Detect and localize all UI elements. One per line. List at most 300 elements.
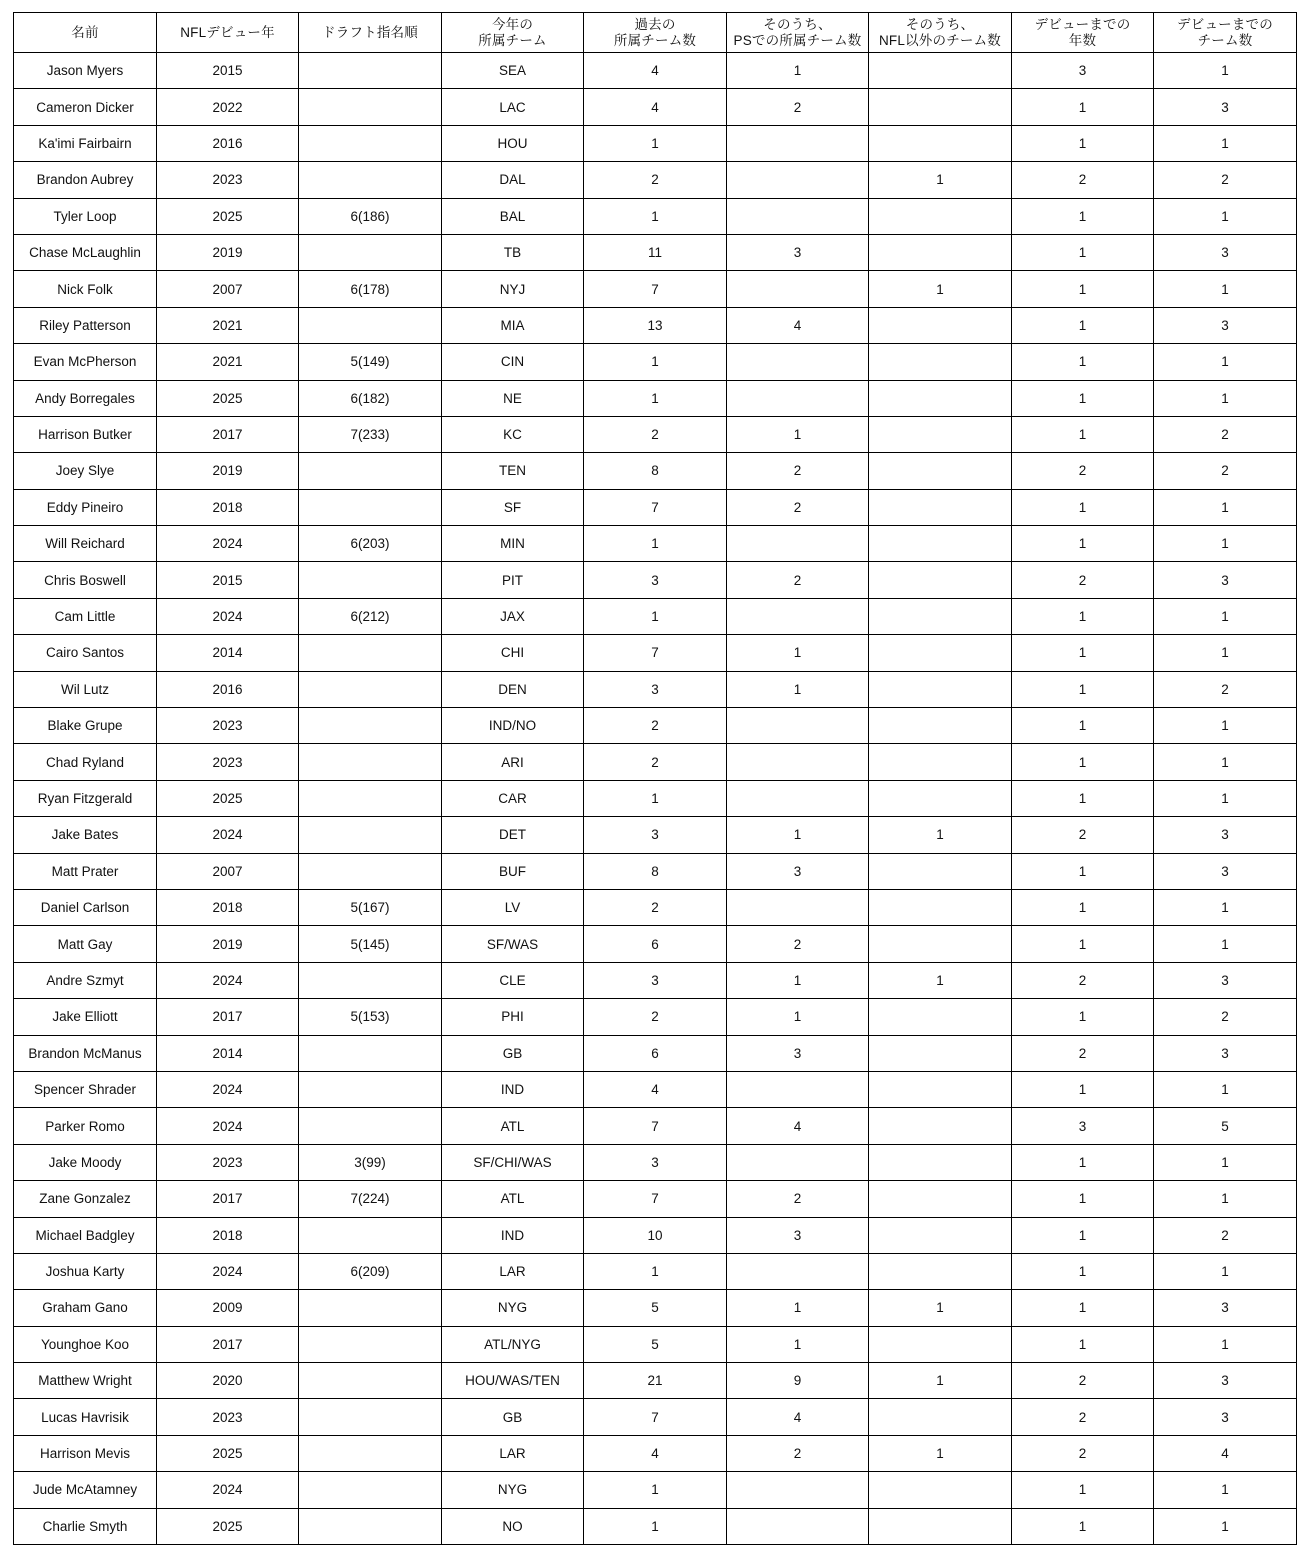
current-team-cell: PIT	[442, 562, 584, 598]
table-body	[14, 53, 1297, 1545]
header-non-nfl-team-count	[869, 13, 1012, 53]
years-to-debut-cell: 1	[1012, 344, 1154, 380]
column-header-line: NFLデビュー年	[180, 24, 275, 40]
years-to-debut-cell: 1	[1012, 999, 1154, 1035]
table-row	[14, 453, 1297, 489]
non-nfl-team-count-cell	[869, 598, 1012, 634]
non-nfl-team-count-cell	[869, 999, 1012, 1035]
draft-pick-cell	[299, 1290, 442, 1326]
current-team-cell: NYJ	[442, 271, 584, 307]
table-row	[14, 1435, 1297, 1471]
non-nfl-team-count-cell	[869, 1399, 1012, 1435]
non-nfl-team-count-cell	[869, 744, 1012, 780]
years-to-debut-cell: 1	[1012, 744, 1154, 780]
past-team-count-cell: 2	[584, 708, 727, 744]
past-team-count-cell: 11	[584, 234, 727, 270]
past-team-count-cell: 10	[584, 1217, 727, 1253]
debut-year-cell: 2015	[157, 562, 299, 598]
past-team-count-cell: 2	[584, 889, 727, 925]
past-team-count-cell: 5	[584, 1290, 727, 1326]
player-name-cell: Joshua Karty	[14, 1253, 157, 1289]
draft-pick-cell	[299, 1435, 442, 1471]
ps-team-count-cell: 3	[727, 1217, 869, 1253]
non-nfl-team-count-cell	[869, 889, 1012, 925]
debut-year-cell: 2025	[157, 1435, 299, 1471]
non-nfl-team-count-cell	[869, 562, 1012, 598]
debut-year-cell: 2018	[157, 1217, 299, 1253]
table-row	[14, 198, 1297, 234]
past-team-count-cell: 1	[584, 598, 727, 634]
years-to-debut-cell: 1	[1012, 526, 1154, 562]
draft-pick-cell	[299, 1363, 442, 1399]
debut-year-cell: 2025	[157, 198, 299, 234]
current-team-cell: LV	[442, 889, 584, 925]
player-name-cell: Cameron Dicker	[14, 89, 157, 125]
player-name-cell: Jake Bates	[14, 817, 157, 853]
player-name-cell: Matt Gay	[14, 926, 157, 962]
teams-to-debut-cell: 3	[1154, 562, 1297, 598]
current-team-cell: CAR	[442, 780, 584, 816]
table-row	[14, 780, 1297, 816]
debut-year-cell: 2018	[157, 489, 299, 525]
current-team-cell: GB	[442, 1035, 584, 1071]
table-row	[14, 1108, 1297, 1144]
past-team-count-cell: 7	[584, 1181, 727, 1217]
debut-year-cell: 2024	[157, 1071, 299, 1107]
past-team-count-cell: 3	[584, 671, 727, 707]
player-name-cell: Blake Grupe	[14, 708, 157, 744]
debut-year-cell: 2024	[157, 1472, 299, 1508]
past-team-count-cell: 2	[584, 162, 727, 198]
past-team-count-cell: 2	[584, 999, 727, 1035]
years-to-debut-cell: 1	[1012, 1326, 1154, 1362]
non-nfl-team-count-cell	[869, 671, 1012, 707]
ps-team-count-cell: 1	[727, 1290, 869, 1326]
past-team-count-cell: 4	[584, 53, 727, 89]
teams-to-debut-cell: 3	[1154, 1290, 1297, 1326]
player-name-cell: Daniel Carlson	[14, 889, 157, 925]
current-team-cell: TB	[442, 234, 584, 270]
draft-pick-cell	[299, 635, 442, 671]
years-to-debut-cell: 1	[1012, 489, 1154, 525]
past-team-count-cell: 7	[584, 271, 727, 307]
current-team-cell: HOU	[442, 125, 584, 161]
debut-year-cell: 2015	[157, 53, 299, 89]
header-name	[14, 13, 157, 53]
years-to-debut-cell: 2	[1012, 1363, 1154, 1399]
debut-year-cell: 2019	[157, 926, 299, 962]
draft-pick-cell	[299, 162, 442, 198]
player-name-cell: Harrison Mevis	[14, 1435, 157, 1471]
ps-team-count-cell	[727, 125, 869, 161]
years-to-debut-cell: 1	[1012, 307, 1154, 343]
debut-year-cell: 2021	[157, 344, 299, 380]
ps-team-count-cell	[727, 1253, 869, 1289]
ps-team-count-cell	[727, 526, 869, 562]
player-name-cell: Jason Myers	[14, 53, 157, 89]
draft-pick-cell: 7(233)	[299, 416, 442, 452]
header-draft-pick	[299, 13, 442, 53]
years-to-debut-cell: 1	[1012, 1181, 1154, 1217]
non-nfl-team-count-cell: 1	[869, 1363, 1012, 1399]
player-name-cell: Jake Moody	[14, 1144, 157, 1180]
years-to-debut-cell: 1	[1012, 889, 1154, 925]
draft-pick-cell	[299, 89, 442, 125]
current-team-cell: NE	[442, 380, 584, 416]
years-to-debut-cell: 2	[1012, 962, 1154, 998]
debut-year-cell: 2014	[157, 1035, 299, 1071]
past-team-count-cell: 5	[584, 1326, 727, 1362]
teams-to-debut-cell: 1	[1154, 380, 1297, 416]
non-nfl-team-count-cell	[869, 380, 1012, 416]
draft-pick-cell: 6(178)	[299, 271, 442, 307]
past-team-count-cell: 1	[584, 1253, 727, 1289]
table-row	[14, 598, 1297, 634]
current-team-cell: LAR	[442, 1435, 584, 1471]
teams-to-debut-cell: 4	[1154, 1435, 1297, 1471]
teams-to-debut-cell: 1	[1154, 1326, 1297, 1362]
teams-to-debut-cell: 1	[1154, 526, 1297, 562]
current-team-cell: SF/WAS	[442, 926, 584, 962]
ps-team-count-cell: 2	[727, 1435, 869, 1471]
ps-team-count-cell	[727, 1144, 869, 1180]
past-team-count-cell: 8	[584, 853, 727, 889]
debut-year-cell: 2023	[157, 708, 299, 744]
teams-to-debut-cell: 3	[1154, 234, 1297, 270]
years-to-debut-cell: 1	[1012, 380, 1154, 416]
player-name-cell: Ryan Fitzgerald	[14, 780, 157, 816]
player-name-cell: Tyler Loop	[14, 198, 157, 234]
years-to-debut-cell: 1	[1012, 1508, 1154, 1544]
player-name-cell: Chase McLaughlin	[14, 234, 157, 270]
years-to-debut-cell: 1	[1012, 1071, 1154, 1107]
draft-pick-cell: 5(153)	[299, 999, 442, 1035]
past-team-count-cell: 4	[584, 89, 727, 125]
player-name-cell: Zane Gonzalez	[14, 1181, 157, 1217]
player-name-cell: Jake Elliott	[14, 999, 157, 1035]
table-row	[14, 489, 1297, 525]
debut-year-cell: 2017	[157, 999, 299, 1035]
years-to-debut-cell: 2	[1012, 1435, 1154, 1471]
draft-pick-cell: 5(149)	[299, 344, 442, 380]
teams-to-debut-cell: 3	[1154, 1035, 1297, 1071]
years-to-debut-cell: 1	[1012, 708, 1154, 744]
debut-year-cell: 2022	[157, 89, 299, 125]
current-team-cell: LAC	[442, 89, 584, 125]
ps-team-count-cell: 1	[727, 635, 869, 671]
table-row	[14, 1035, 1297, 1071]
past-team-count-cell: 3	[584, 1144, 727, 1180]
ps-team-count-cell	[727, 344, 869, 380]
draft-pick-cell	[299, 708, 442, 744]
debut-year-cell: 2014	[157, 635, 299, 671]
years-to-debut-cell: 1	[1012, 234, 1154, 270]
draft-pick-cell	[299, 780, 442, 816]
past-team-count-cell: 1	[584, 198, 727, 234]
non-nfl-team-count-cell	[869, 1508, 1012, 1544]
column-header-line: 所属チーム	[478, 32, 547, 48]
player-name-cell: Chad Ryland	[14, 744, 157, 780]
player-name-cell: Matthew Wright	[14, 1363, 157, 1399]
debut-year-cell: 2019	[157, 234, 299, 270]
table-row	[14, 526, 1297, 562]
ps-team-count-cell: 2	[727, 926, 869, 962]
ps-team-count-cell: 2	[727, 1181, 869, 1217]
table-row	[14, 416, 1297, 452]
teams-to-debut-cell: 5	[1154, 1108, 1297, 1144]
draft-pick-cell	[299, 853, 442, 889]
ps-team-count-cell: 1	[727, 53, 869, 89]
draft-pick-cell: 6(182)	[299, 380, 442, 416]
non-nfl-team-count-cell: 1	[869, 962, 1012, 998]
header-row	[14, 13, 1297, 53]
current-team-cell: SEA	[442, 53, 584, 89]
past-team-count-cell: 1	[584, 526, 727, 562]
debut-year-cell: 2007	[157, 271, 299, 307]
teams-to-debut-cell: 3	[1154, 962, 1297, 998]
current-team-cell: JAX	[442, 598, 584, 634]
player-name-cell: Lucas Havrisik	[14, 1399, 157, 1435]
ps-team-count-cell: 1	[727, 999, 869, 1035]
current-team-cell: SF/CHI/WAS	[442, 1144, 584, 1180]
draft-pick-cell: 3(99)	[299, 1144, 442, 1180]
draft-pick-cell	[299, 562, 442, 598]
table-row	[14, 53, 1297, 89]
draft-pick-cell	[299, 234, 442, 270]
table-row	[14, 1217, 1297, 1253]
debut-year-cell: 2007	[157, 853, 299, 889]
ps-team-count-cell	[727, 1472, 869, 1508]
teams-to-debut-cell: 2	[1154, 671, 1297, 707]
ps-team-count-cell: 3	[727, 853, 869, 889]
years-to-debut-cell: 1	[1012, 416, 1154, 452]
column-header-line: NFL以外のチーム数	[878, 32, 1001, 48]
years-to-debut-cell: 2	[1012, 453, 1154, 489]
years-to-debut-cell: 1	[1012, 635, 1154, 671]
table-row	[14, 344, 1297, 380]
non-nfl-team-count-cell	[869, 344, 1012, 380]
column-header-line: 今年の	[491, 16, 534, 32]
ps-team-count-cell	[727, 780, 869, 816]
current-team-cell: PHI	[442, 999, 584, 1035]
non-nfl-team-count-cell	[869, 635, 1012, 671]
non-nfl-team-count-cell: 1	[869, 1290, 1012, 1326]
past-team-count-cell: 1	[584, 1472, 727, 1508]
years-to-debut-cell: 2	[1012, 1035, 1154, 1071]
header-past-team-count	[584, 13, 727, 53]
player-name-cell: Brandon Aubrey	[14, 162, 157, 198]
table-row	[14, 1253, 1297, 1289]
teams-to-debut-cell: 1	[1154, 344, 1297, 380]
teams-to-debut-cell: 1	[1154, 635, 1297, 671]
years-to-debut-cell: 1	[1012, 926, 1154, 962]
draft-pick-cell	[299, 125, 442, 161]
teams-to-debut-cell: 3	[1154, 307, 1297, 343]
past-team-count-cell: 8	[584, 453, 727, 489]
draft-pick-cell	[299, 1217, 442, 1253]
draft-pick-cell: 5(145)	[299, 926, 442, 962]
debut-year-cell: 2016	[157, 671, 299, 707]
debut-year-cell: 2018	[157, 889, 299, 925]
ps-team-count-cell	[727, 1071, 869, 1107]
years-to-debut-cell: 2	[1012, 562, 1154, 598]
column-header-line: そのうち、	[763, 16, 832, 32]
debut-year-cell: 2025	[157, 380, 299, 416]
table-row	[14, 162, 1297, 198]
debut-year-cell: 2024	[157, 817, 299, 853]
current-team-cell: IND	[442, 1217, 584, 1253]
teams-to-debut-cell: 1	[1154, 708, 1297, 744]
debut-year-cell: 2019	[157, 453, 299, 489]
player-name-cell: Harrison Butker	[14, 416, 157, 452]
player-name-cell: Younghoe Koo	[14, 1326, 157, 1362]
draft-pick-cell	[299, 744, 442, 780]
draft-pick-cell	[299, 1326, 442, 1362]
past-team-count-cell: 13	[584, 307, 727, 343]
table-row	[14, 1290, 1297, 1326]
table-row	[14, 671, 1297, 707]
non-nfl-team-count-cell	[869, 1035, 1012, 1071]
player-name-cell: Riley Patterson	[14, 307, 157, 343]
debut-year-cell: 2017	[157, 416, 299, 452]
header-current-team	[442, 13, 584, 53]
table-row	[14, 999, 1297, 1035]
table-row	[14, 234, 1297, 270]
teams-to-debut-cell: 3	[1154, 1399, 1297, 1435]
current-team-cell: DEN	[442, 671, 584, 707]
years-to-debut-cell: 2	[1012, 817, 1154, 853]
draft-pick-cell: 6(203)	[299, 526, 442, 562]
teams-to-debut-cell: 1	[1154, 1071, 1297, 1107]
table-row	[14, 1508, 1297, 1544]
player-name-cell: Matt Prater	[14, 853, 157, 889]
debut-year-cell: 2017	[157, 1326, 299, 1362]
past-team-count-cell: 3	[584, 962, 727, 998]
debut-year-cell: 2023	[157, 1399, 299, 1435]
teams-to-debut-cell: 2	[1154, 1217, 1297, 1253]
non-nfl-team-count-cell	[869, 1326, 1012, 1362]
years-to-debut-cell: 3	[1012, 1108, 1154, 1144]
draft-pick-cell	[299, 489, 442, 525]
ps-team-count-cell	[727, 198, 869, 234]
non-nfl-team-count-cell	[869, 489, 1012, 525]
non-nfl-team-count-cell	[869, 1071, 1012, 1107]
teams-to-debut-cell: 3	[1154, 89, 1297, 125]
column-header-line: 名前	[71, 24, 99, 40]
ps-team-count-cell: 2	[727, 453, 869, 489]
past-team-count-cell: 1	[584, 380, 727, 416]
table-row	[14, 89, 1297, 125]
years-to-debut-cell: 1	[1012, 671, 1154, 707]
non-nfl-team-count-cell	[869, 853, 1012, 889]
current-team-cell: CIN	[442, 344, 584, 380]
player-name-cell: Eddy Pineiro	[14, 489, 157, 525]
header-teams-to-debut	[1154, 13, 1297, 53]
years-to-debut-cell: 1	[1012, 780, 1154, 816]
non-nfl-team-count-cell	[869, 234, 1012, 270]
player-name-cell: Cairo Santos	[14, 635, 157, 671]
teams-to-debut-cell: 3	[1154, 853, 1297, 889]
non-nfl-team-count-cell	[869, 526, 1012, 562]
column-header-line: そのうち、	[905, 16, 975, 32]
table-header	[14, 13, 1297, 53]
non-nfl-team-count-cell: 1	[869, 271, 1012, 307]
table-row	[14, 817, 1297, 853]
current-team-cell: BUF	[442, 853, 584, 889]
column-header-line: ドラフト指名順	[322, 24, 418, 40]
current-team-cell: MIN	[442, 526, 584, 562]
non-nfl-team-count-cell	[869, 53, 1012, 89]
years-to-debut-cell: 1	[1012, 1217, 1154, 1253]
player-name-cell: Cam Little	[14, 598, 157, 634]
header-nfl-debut-year	[157, 13, 299, 53]
kicker-career-sheet	[13, 12, 1297, 1545]
teams-to-debut-cell: 1	[1154, 1472, 1297, 1508]
column-header-line: 過去の	[634, 16, 676, 32]
years-to-debut-cell: 3	[1012, 53, 1154, 89]
non-nfl-team-count-cell: 1	[869, 817, 1012, 853]
current-team-cell: NYG	[442, 1472, 584, 1508]
past-team-count-cell: 7	[584, 489, 727, 525]
draft-pick-cell	[299, 1035, 442, 1071]
non-nfl-team-count-cell	[869, 89, 1012, 125]
current-team-cell: IND	[442, 1071, 584, 1107]
teams-to-debut-cell: 1	[1154, 889, 1297, 925]
player-name-cell: Nick Folk	[14, 271, 157, 307]
teams-to-debut-cell: 1	[1154, 1508, 1297, 1544]
table-row	[14, 125, 1297, 161]
current-team-cell: ATL	[442, 1108, 584, 1144]
current-team-cell: BAL	[442, 198, 584, 234]
non-nfl-team-count-cell	[869, 1181, 1012, 1217]
past-team-count-cell: 1	[584, 125, 727, 161]
player-name-cell: Michael Badgley	[14, 1217, 157, 1253]
years-to-debut-cell: 1	[1012, 125, 1154, 161]
player-name-cell: Will Reichard	[14, 526, 157, 562]
table-row	[14, 1363, 1297, 1399]
table-row	[14, 926, 1297, 962]
years-to-debut-cell: 1	[1012, 89, 1154, 125]
past-team-count-cell: 2	[584, 744, 727, 780]
non-nfl-team-count-cell	[869, 1217, 1012, 1253]
current-team-cell: KC	[442, 416, 584, 452]
past-team-count-cell: 6	[584, 1035, 727, 1071]
table-row	[14, 635, 1297, 671]
current-team-cell: ARI	[442, 744, 584, 780]
column-header-line: デビューまでの	[1177, 16, 1273, 32]
non-nfl-team-count-cell	[869, 708, 1012, 744]
teams-to-debut-cell: 1	[1154, 1144, 1297, 1180]
draft-pick-cell	[299, 1472, 442, 1508]
table-row	[14, 271, 1297, 307]
debut-year-cell: 2025	[157, 780, 299, 816]
non-nfl-team-count-cell	[869, 1253, 1012, 1289]
table-row	[14, 962, 1297, 998]
non-nfl-team-count-cell	[869, 416, 1012, 452]
draft-pick-cell	[299, 53, 442, 89]
player-name-cell: Joey Slye	[14, 453, 157, 489]
teams-to-debut-cell: 2	[1154, 162, 1297, 198]
debut-year-cell: 2024	[157, 598, 299, 634]
past-team-count-cell: 4	[584, 1071, 727, 1107]
table-row	[14, 1472, 1297, 1508]
draft-pick-cell	[299, 307, 442, 343]
ps-team-count-cell: 3	[727, 1035, 869, 1071]
non-nfl-team-count-cell	[869, 125, 1012, 161]
table-row	[14, 853, 1297, 889]
player-name-cell: Wil Lutz	[14, 671, 157, 707]
table-row	[14, 1181, 1297, 1217]
